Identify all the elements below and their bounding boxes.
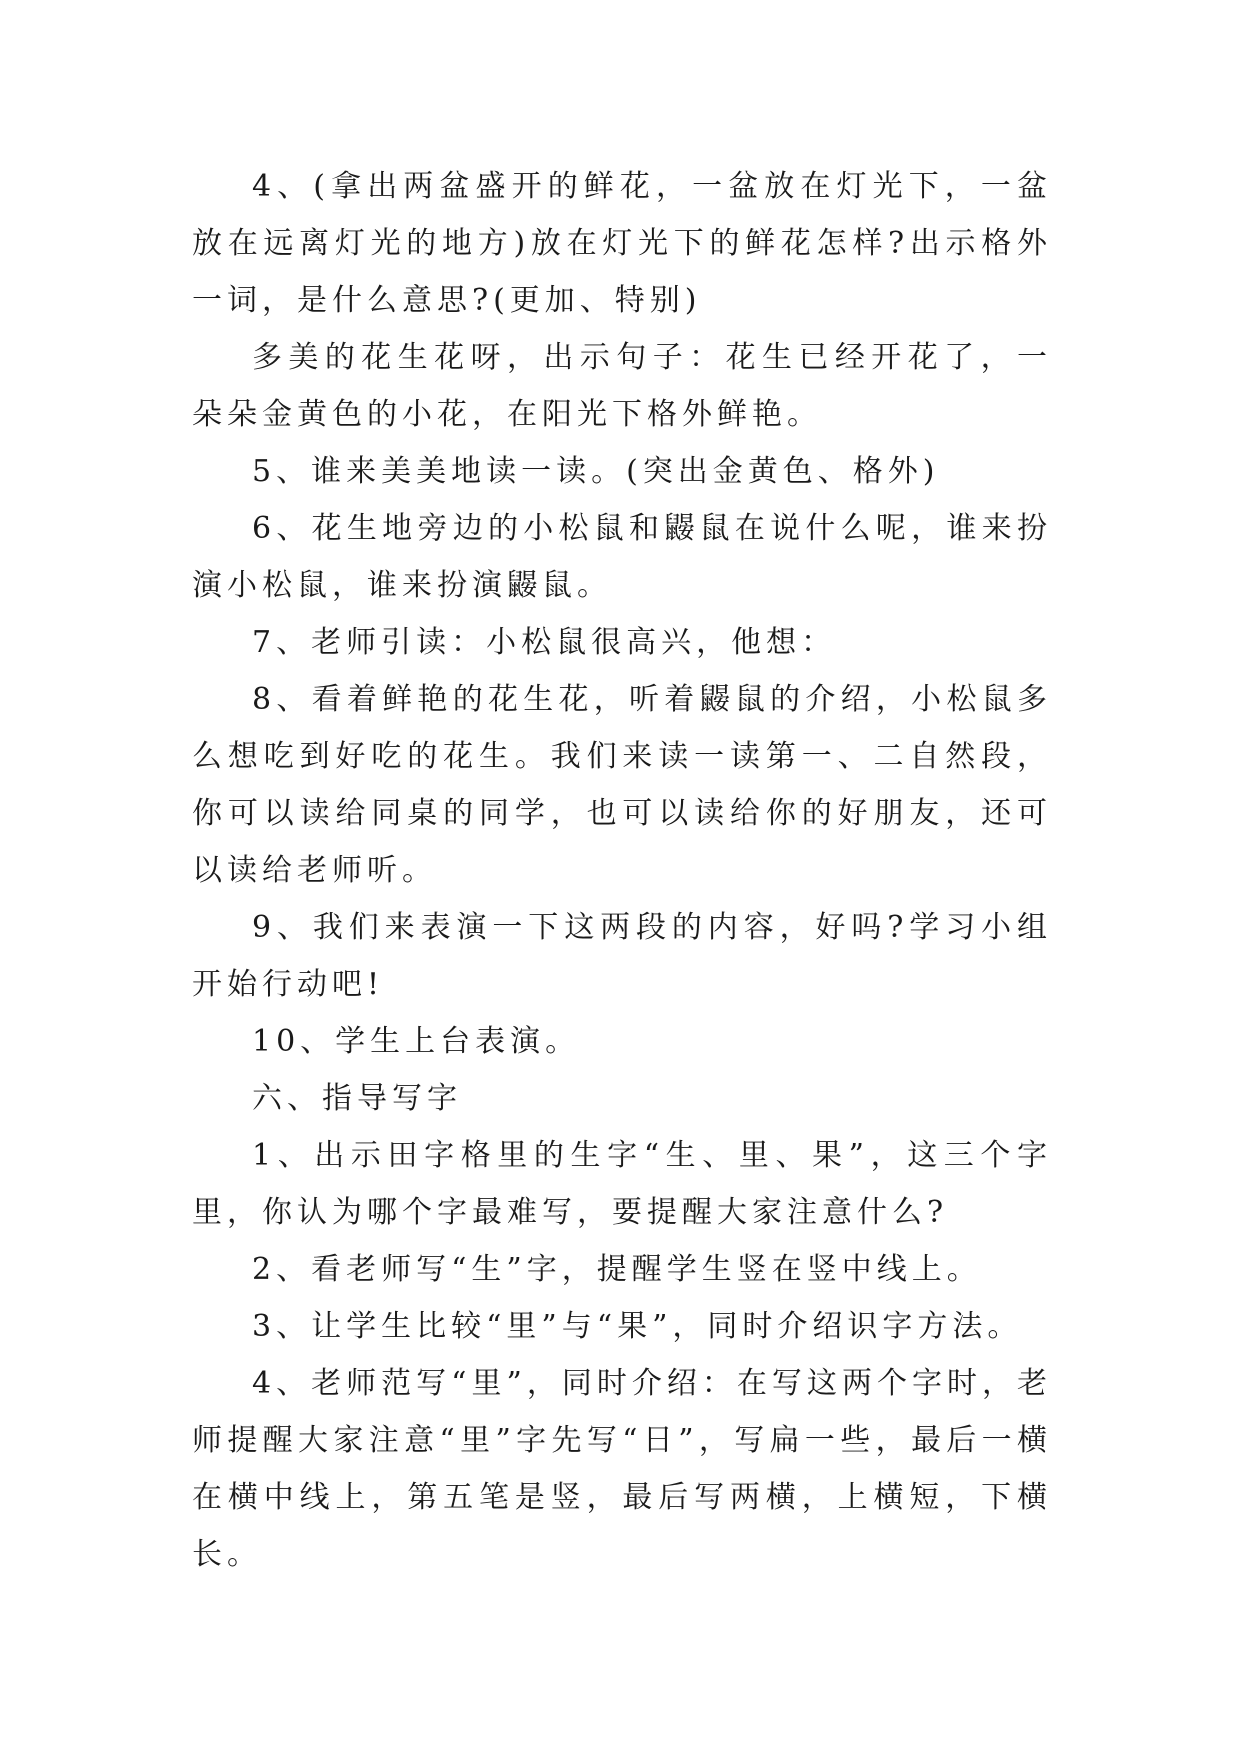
paragraph: 9、我们来表演一下这两段的内容，好吗?学习小组开始行动吧! — [192, 910, 1052, 1002]
paragraph: 10、学生上台表演。 — [252, 1024, 581, 1059]
paragraph: 7、老师引读：小松鼠很高兴，他想： — [252, 625, 837, 660]
document-body — [192, 158, 1052, 1583]
section-heading: 六、指导写字 — [252, 1081, 462, 1116]
paragraph: 4、(拿出两盆盛开的鲜花，一盆放在灯光下，一盆放在远离灯光的地方)放在灯光下的鲜花怎样?出示格外一词，是什么意思?(更加、特别) — [192, 169, 1052, 318]
paragraph: 多美的花生花呀，出示句子：花生已经开花了，一朵朵金黄色的小花，在阳光下格外鲜艳。 — [192, 340, 1052, 432]
paragraph: 1、出示田字格里的生字“生、里、果”，这三个字里，你认为哪个字最难写，要提醒大家注意什么? — [192, 1138, 1052, 1230]
paragraph: 2、看老师写“生”字，提醒学生竖在竖中线上。 — [252, 1252, 982, 1287]
paragraph: 4、老师范写“里”，同时介绍：在写这两个字时，老师提醒大家注意“里”字先写“日”，写扁一些，最后一横在横中线上，第五笔是竖，最后写两横，上横短，下横长。 — [192, 1366, 1052, 1572]
paragraph: 3、让学生比较“里”与“果”，同时介绍识字方法。 — [252, 1309, 1023, 1344]
paragraph: 5、谁来美美地读一读。(突出金黄色、格外) — [252, 454, 940, 489]
paragraph: 8、看着鲜艳的花生花，听着鼹鼠的介绍，小松鼠多么想吃到好吃的花生。我们来读一读第一、二自然段，你可以读给同桌的同学，也可以读给你的好朋友，还可以读给老师听。 — [192, 682, 1052, 888]
paragraph: 6、花生地旁边的小松鼠和鼹鼠在说什么呢，谁来扮演小松鼠，谁来扮演鼹鼠。 — [192, 511, 1052, 603]
